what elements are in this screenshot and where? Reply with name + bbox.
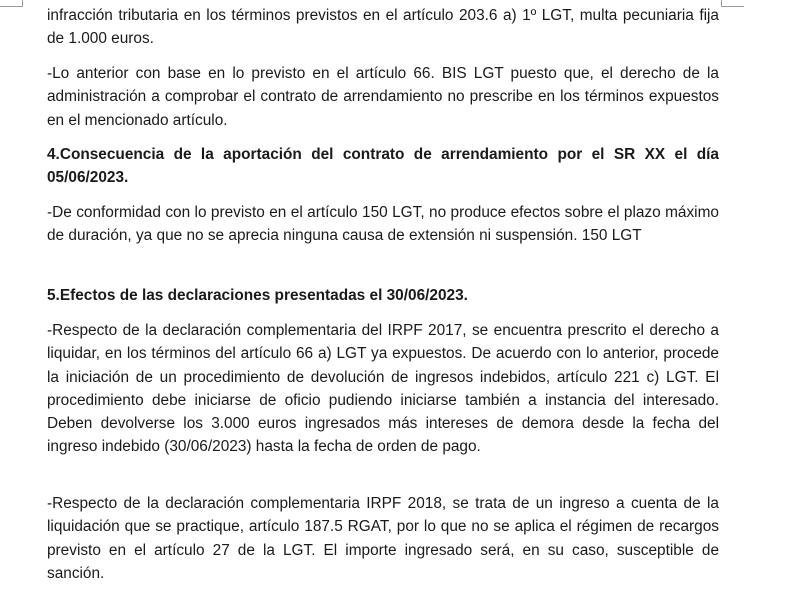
paragraph-articulo-150: -De conformidad con lo previsto en el artículo 150 LGT, no produce efectos sobre el plazo máximo de duración, ya que no se aprecia ninguna causa de extensión ni suspensión. 150 LGT xyxy=(47,204,719,245)
heading-section-5: 5.Efectos de las declaraciones presentadas el 30/06/2023. xyxy=(47,287,468,304)
page-corner-mark-right xyxy=(721,0,744,7)
heading-section-4: 4.Consecuencia de la aportación del contrato de arrendamiento por el SR XX el día 05/06/2023. xyxy=(47,146,719,187)
page-corner-mark-left xyxy=(0,0,23,7)
paragraph-irpf-2017: -Respecto de la declaración complementaria del IRPF 2017, se encuentra prescrito el derecho a liquidar, en los términos del artículo 66 a) LGT ya expuestos. De acuerdo con lo anterior, procede la iniciación de un procedimiento de devolución de ingresos indebidos, artículo 221 c) LGT. El procedimiento debe iniciarse de oficio pudiendo iniciarse también a instancia del interesado. Deben devolverse los 3.000 euros ingresados más intereses de demora desde la fecha del ingreso indebido (30/06/2023) hasta la fecha de orden de pago. xyxy=(47,322,719,456)
paragraph-irpf-2018: -Respecto de la declaración complementaria IRPF 2018, se trata de un ingreso a cuenta de la liquidación que se practique, artículo 187.5 RGAT, por lo que no se aplica el régimen de recargos previsto en el artículo 27 de la LGT. El importe ingresado será, en su caso, susceptible de sanción. xyxy=(47,495,719,582)
paragraph-articulo-66-bis: -Lo anterior con base en lo previsto en el artículo 66. BIS LGT puesto que, el derecho de la administración a comprobar el contrato de arrendamiento no prescribe en los términos expuestos en el mencionado artículo. xyxy=(47,65,719,129)
paragraph-multa-pecuniaria: infracción tributaria en los términos previstos en el artículo 203.6 a) 1º LGT, multa pecuniaria fija de 1.000 euros. xyxy=(47,7,719,48)
